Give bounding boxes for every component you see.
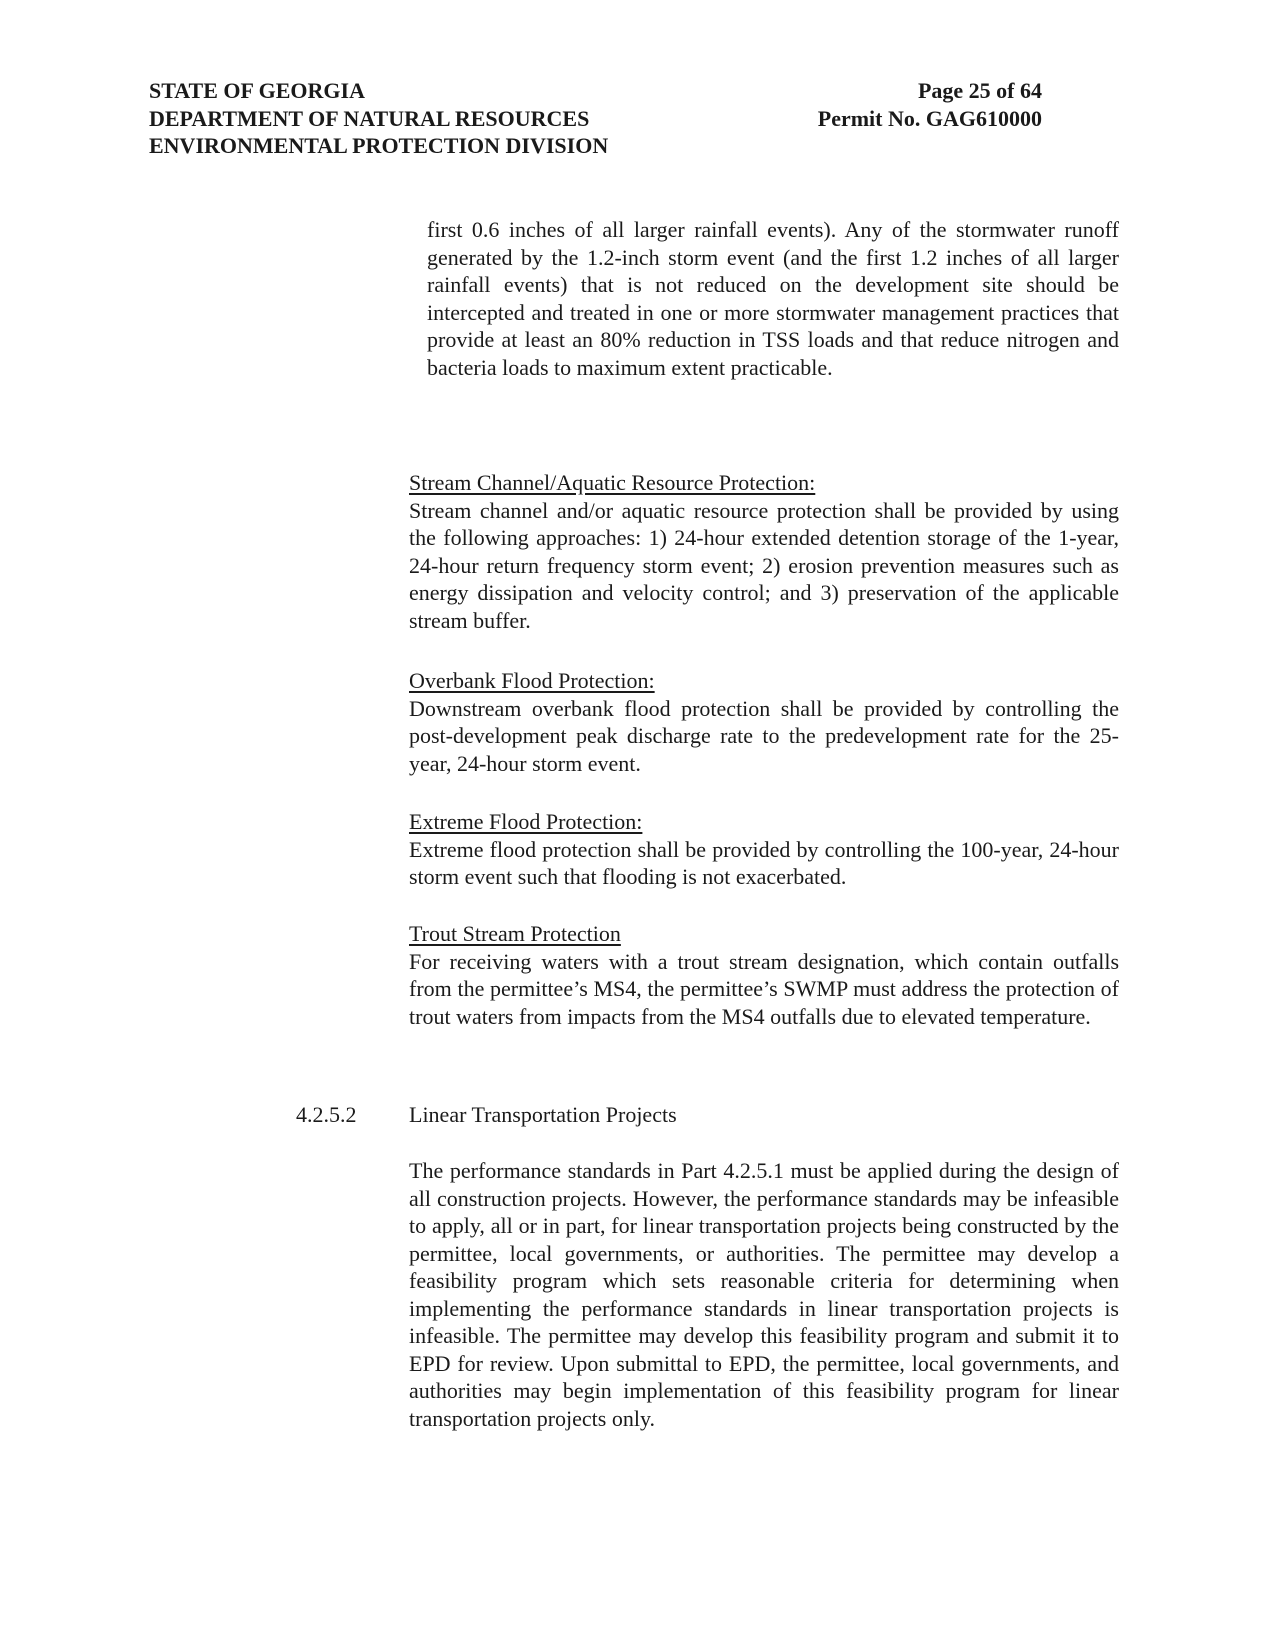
section-paragraph: Downstream overbank flood protection shall be provided by controlling the post-development peak discharge rate to the predevelopment rate for the 25-year, 24-hour storm event. bbox=[409, 695, 1119, 776]
permit-number: Permit No. GAG610000 bbox=[817, 105, 1042, 131]
section-extreme-flood bbox=[409, 808, 1119, 891]
section-heading: Overbank Flood Protection: bbox=[409, 668, 655, 693]
header-state: STATE OF GEORGIA bbox=[149, 78, 365, 103]
continuation-paragraph: first 0.6 inches of all larger rainfall events). Any of the stormwater runoff generated by the 1.2-inch storm event (and the first 1.2 inches of all larger rainfall events) that is not reduced on the development site should be intercepted and treated in one or more stormwater management practices that provide at least an 80% reduction in TSS loads and that reduce nitrogen and bacteria loads to maximum extent practicable. bbox=[427, 217, 1119, 380]
page-number: Page 25 of 64 bbox=[917, 78, 1042, 103]
continuation-block bbox=[427, 216, 1119, 381]
section-heading: Stream Channel/Aquatic Resource Protection: bbox=[409, 470, 816, 495]
subsection-body bbox=[409, 1157, 1119, 1432]
section-trout-stream bbox=[409, 920, 1119, 1030]
section-paragraph: Stream channel and/or aquatic resource protection shall be provided by using the following approaches: 1) 24-hour extended detention storage of the 1-year, 24-hour return frequency storm event; 2) erosion prevention measures such as energy dissipation and velocity control; and 3) preservation of the applicable stream buffer. bbox=[409, 497, 1119, 633]
section-overbank-flood bbox=[409, 667, 1119, 777]
section-stream-channel bbox=[409, 469, 1119, 634]
header-division: ENVIRONMENTAL PROTECTION DIVISION bbox=[149, 133, 609, 158]
header-department: DEPARTMENT OF NATURAL RESOURCES bbox=[149, 105, 590, 131]
section-heading: Trout Stream Protection bbox=[409, 921, 621, 946]
header-agency-block bbox=[149, 77, 608, 160]
section-paragraph: Extreme flood protection shall be provided by controlling the 100-year, 24-hour storm event such that flooding is not exacerbated. bbox=[409, 836, 1119, 889]
section-heading: Extreme Flood Protection: bbox=[409, 809, 643, 834]
header-page-info bbox=[790, 77, 1042, 132]
subsection-title: Linear Transportation Projects bbox=[409, 1102, 677, 1127]
subsection-number: 4.2.5.2 bbox=[296, 1102, 357, 1127]
section-paragraph: For receiving waters with a trout stream designation, which contain outfalls from the permittee’s MS4, the permittee’s SWMP must address the protection of trout waters from impacts from the MS4 outfalls due to elevated temperature. bbox=[409, 948, 1119, 1029]
subsection-paragraph: The performance standards in Part 4.2.5.1 must be applied during the design of all construction projects. However, the performance standards may be infeasible to apply, all or in part, for linear transportation projects being constructed by the permittee, local governments, or authorities. The permittee may develop a feasibility program which sets reasonable criteria for determining when implementing the performance standards in linear transportation projects is infeasible. The permittee may develop this feasibility program and submit it to EPD for review. Upon submittal to EPD, the permittee, local governments, and authorities may begin implementation of this feasibility program for linear transportation projects only. bbox=[409, 1158, 1119, 1431]
